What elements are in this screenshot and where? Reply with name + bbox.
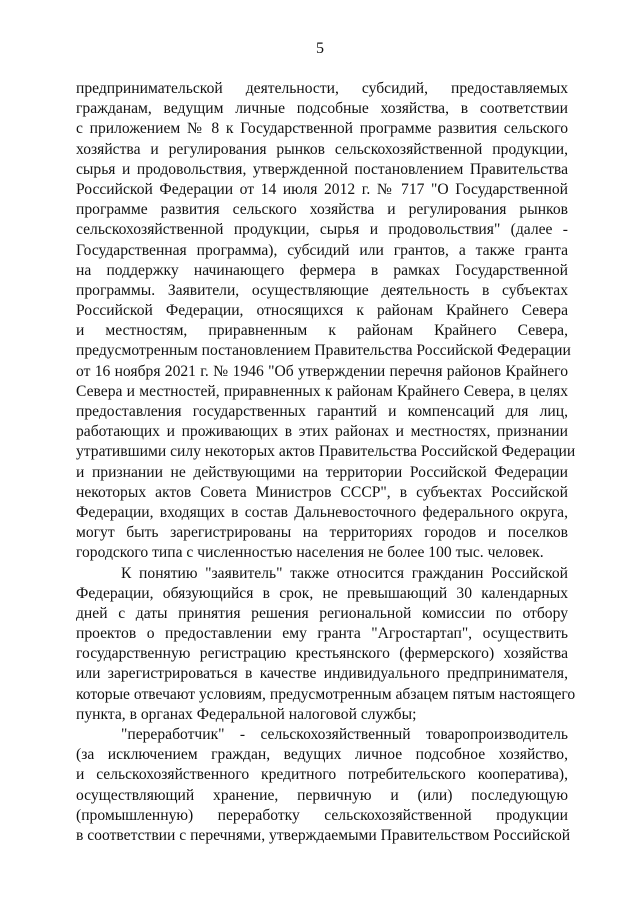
paragraph [76, 564, 576, 726]
text-line: дней с даты принятия решения региональной комиссии по отбору [76, 604, 568, 622]
text-line: осуществляющий хранение, первичную и (или) последующую [76, 786, 568, 804]
text-line: К понятию "заявитель" также относится гражданин Российской [121, 564, 568, 582]
text-line: гражданам, ведущим личные подсобные хозяйства, в соответствии [76, 100, 568, 118]
text-line: проектов о предоставлении ему гранта "Агростартап", осуществить [76, 625, 568, 643]
text-line: на поддержку начинающего фермера в рамках Государственной [76, 261, 568, 279]
text-line: и местностям, приравненным к районам Крайнего Севера, [76, 322, 568, 340]
text-line: от 16 ноября 2021 г. № 1946 "Об утверждении перечня районов Крайнего [76, 362, 568, 380]
text-line: могут быть зарегистрированы на территориях городов и поселков [76, 524, 568, 542]
text-line: предпринимательской деятельности, субсидий, предоставляемых [76, 80, 568, 97]
text-line: некоторых актов Совета Министров СССР", в субъектах Российской [76, 483, 568, 501]
text-line: сельскохозяйственной продукции, сырья и продовольствия" (далее - [76, 221, 568, 239]
text-line: и сельскохозяйственного кредитного потребительского кооператива), [76, 766, 568, 784]
text-line: работающих и проживающих в этих районах и местностях, признании [76, 423, 568, 441]
text-line: утратившими силу некоторых актов Правительства Российской Федерации [76, 443, 576, 461]
text-line: с приложением № 8 к Государственной программе развития сельского [76, 120, 568, 138]
text-line: в соответствии с перечнями, утверждаемыми Правительством Российской [76, 826, 571, 844]
text-line: государственную регистрацию крестьянского (фермерского) хозяйства [76, 645, 568, 663]
text-line: предоставления государственных гарантий и компенсаций для лиц, [76, 403, 568, 420]
body-text [76, 79, 576, 846]
text-line: сырья и продовольствия, утвержденной постановлением Правительства [76, 160, 568, 178]
text-line: или зарегистрироваться в качестве индивидуального предпринимателя, [76, 665, 568, 683]
text-line: пункта, в органах Федеральной налоговой службы; [76, 705, 417, 723]
text-line: (за исключением граждан, ведущих личное подсобное хозяйство, [76, 746, 568, 764]
text-line: Севера и местностей, приравненных к районам Крайнего Севера, в целях [76, 382, 568, 400]
text-line: хозяйства и регулирования рынков сельскохозяйственной продукции, [76, 140, 568, 158]
text-line: программе развития сельского хозяйства и регулирования рынков [76, 201, 568, 219]
text-line: Российской Федерации от 14 июля 2012 г. № 717 "О Государственной [76, 180, 568, 198]
text-line: и признании не действующими на территории Российской Федерации [76, 463, 568, 481]
text-line: (промышленную) переработку сельскохозяйственной продукции [76, 806, 568, 824]
text-line: городского типа с численностью населения не более 100 тыс. человек. [76, 544, 544, 562]
page-number: 5 [316, 40, 324, 57]
text-line: Федерации, обязующийся в срок, не превышающий 30 календарных [76, 584, 568, 602]
paragraph [76, 725, 571, 846]
text-line: программы. Заявители, осуществляющие деятельность в субъектах [76, 281, 568, 299]
paragraph [76, 79, 576, 564]
text-line: Федерации, входящих в состав Дальневосточного федерального округа, [76, 503, 568, 521]
text-line: Российской Федерации, относящихся к районам Крайнего Севера [76, 302, 568, 320]
text-line: предусмотренным постановлением Правительства Российской Федерации [76, 342, 571, 360]
text-line: которые отвечают условиям, предусмотренным абзацем пятым настоящего [76, 685, 576, 703]
text-line: Государственная программа), субсидий или грантов, а также гранта [76, 241, 568, 259]
text-line: "переработчик" - сельскохозяйственный товаропроизводитель [121, 726, 568, 743]
